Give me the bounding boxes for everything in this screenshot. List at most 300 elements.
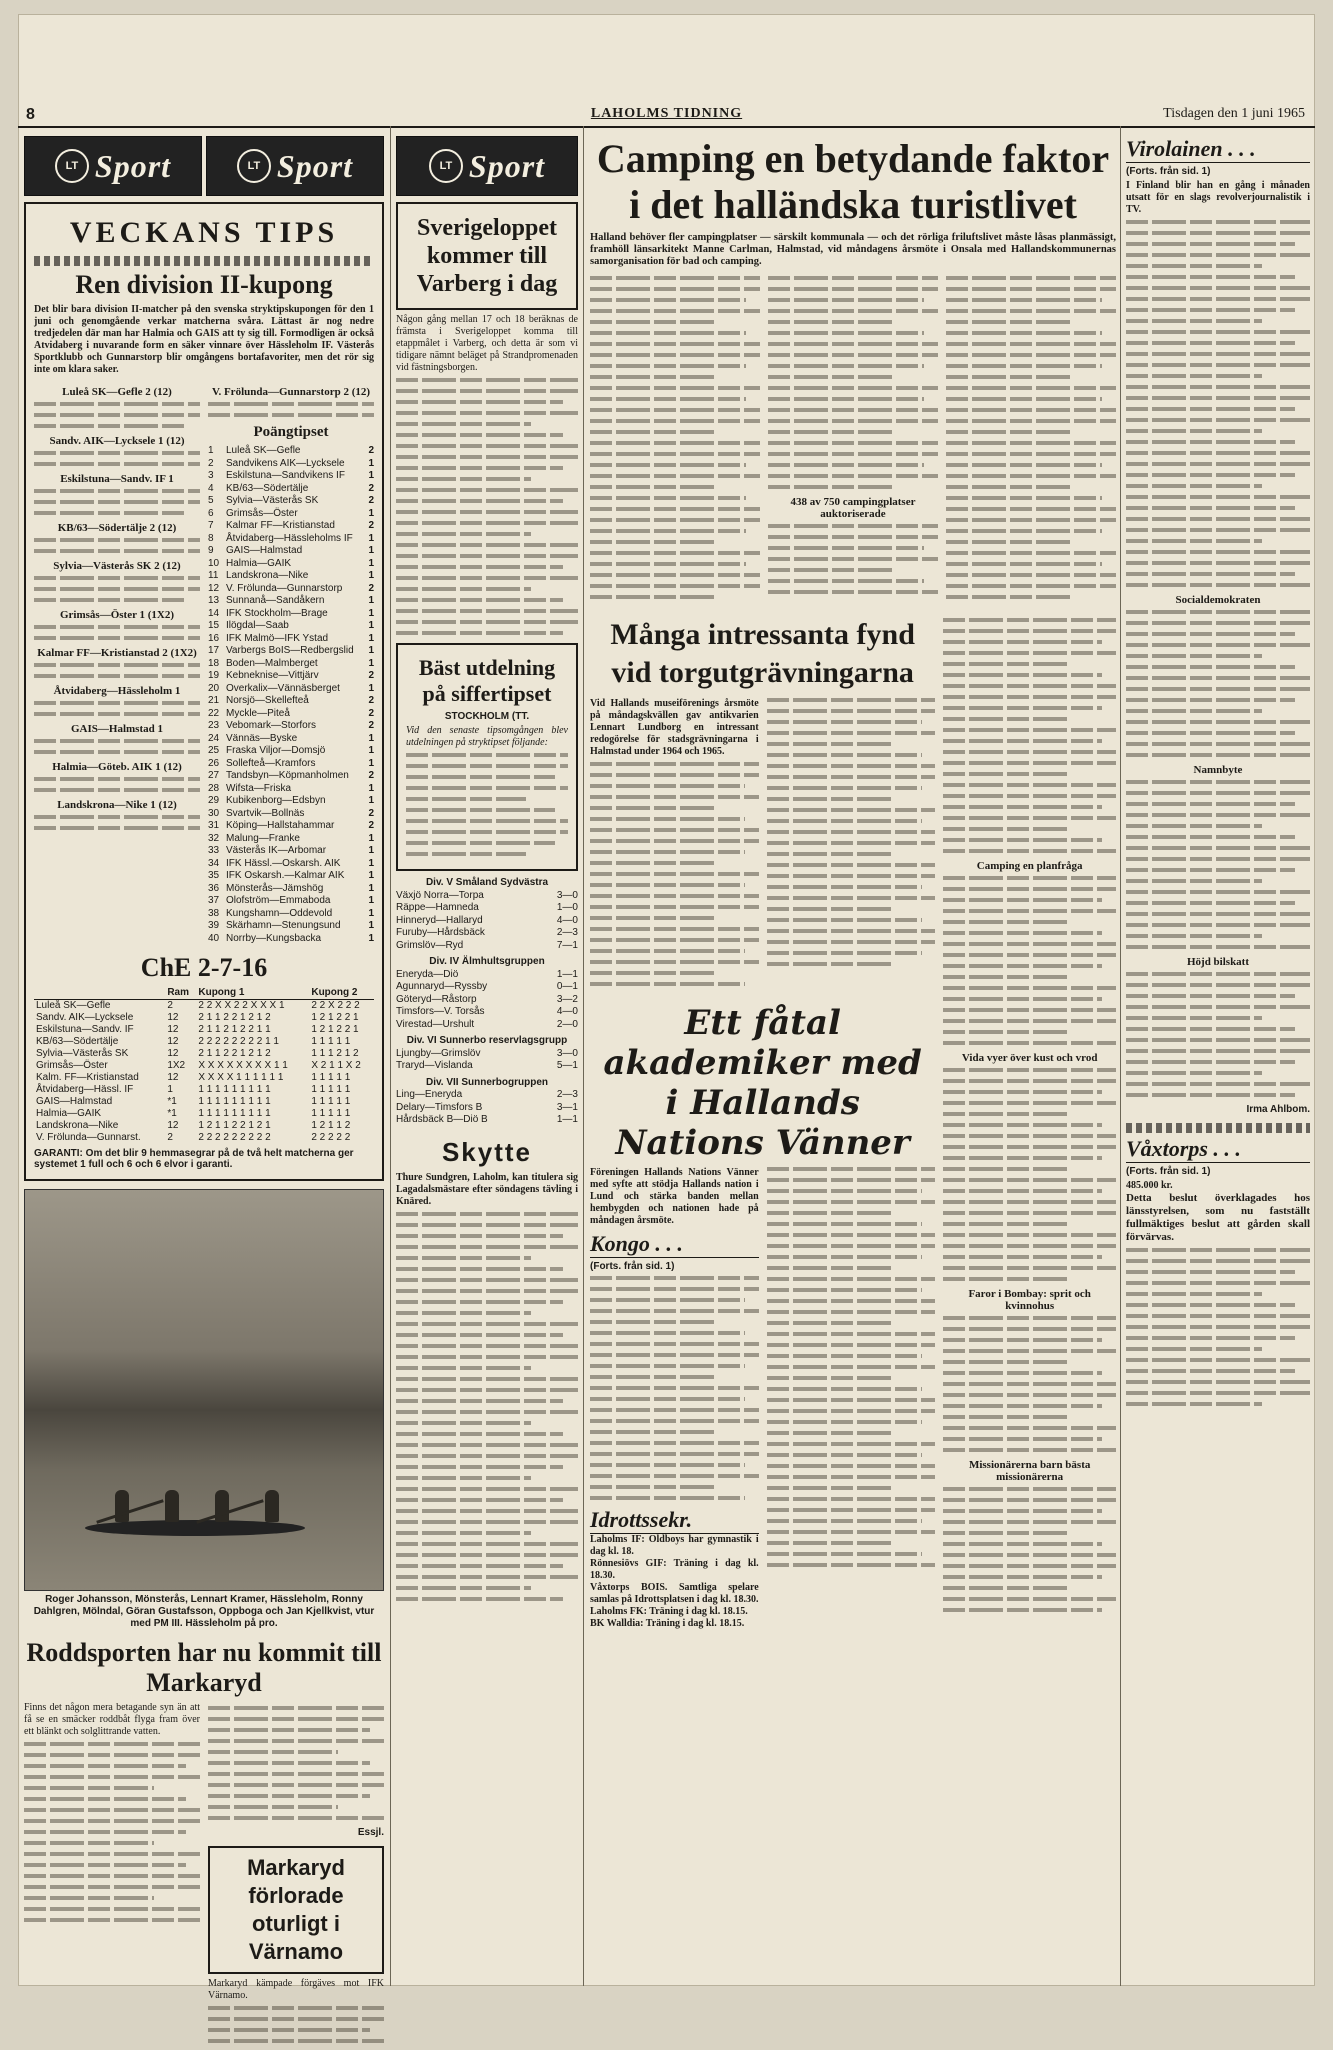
poangtips-row (208, 920, 374, 933)
division-match: Delary—Timsfors B (396, 1101, 483, 1113)
sport-word: Sport (276, 147, 354, 184)
poangtips-result: 2 (368, 770, 374, 781)
division-title: Div. IV Älmhultsgruppen (429, 956, 545, 967)
virolainen-cont: (Forts. från sid. 1) (1126, 166, 1211, 177)
poangtips-match: Åtvidaberg—Hässleholms IF (226, 532, 353, 544)
kongo-cont: (Forts. från sid. 1) (590, 1261, 675, 1272)
poangtips-row (208, 820, 374, 833)
kupong-row (34, 1096, 374, 1108)
poangtips-result: 1 (368, 595, 374, 606)
vaxtorps-lead: 485.000 kr. (1126, 1180, 1173, 1191)
division-row (396, 915, 578, 928)
text-lines (34, 451, 200, 466)
roddsport-col2 (208, 1702, 384, 2050)
poangtips-title: Poängtipset (253, 424, 329, 440)
virolainen-subhead-1: Socialdemokraten (1175, 594, 1261, 606)
text-lines (767, 698, 936, 966)
poangtips-number: 23 (208, 720, 220, 731)
farer-bombay-subhead: Faror i Bombay: sprit och kvinnohus (968, 1288, 1091, 1312)
column-right (1126, 136, 1310, 1976)
poangtips-match: Grimsås—Öster (226, 507, 298, 519)
poangtips-match: Landskrona—Nike (226, 570, 309, 581)
kupong-cell-k1: X X X X 1 1 1 1 1 1 (198, 1072, 284, 1083)
poangtips-row (208, 645, 374, 658)
poangtips-result: 1 (368, 782, 374, 794)
rowing-photo (24, 1189, 384, 1591)
kupong-cell-k2: 1 2 1 2 2 1 (311, 1012, 359, 1023)
kupong-table (34, 987, 374, 1144)
markaryd-lead: Markaryd kämpade förgäves mot IFK Värnamo. (208, 1978, 384, 2001)
poangtips-number: 30 (208, 807, 220, 819)
poangtips-match: Vebomark—Storfors (226, 720, 317, 731)
kupong-cell-k1: 2 1 1 2 2 1 2 1 2 (198, 1012, 271, 1023)
poangtips-row (208, 695, 374, 708)
poangtips-row (208, 658, 374, 671)
boat-shape (85, 1520, 305, 1536)
kupong-cell-match: Landskrona—Nike (36, 1120, 119, 1131)
poangtips-result: 1 (368, 895, 374, 906)
sverigeloppet-headline: Sverigeloppet kommer till Varberg i dag (416, 215, 558, 297)
poangtips-result: 2 (368, 582, 374, 594)
poangtips-result: 2 (368, 820, 374, 831)
camping-col2 (768, 272, 938, 606)
poangtips-match: Kubikenborg—Edsbyn (226, 795, 326, 806)
fynd-headline-1: Många intressanta fynd (610, 618, 915, 651)
poangtips-match: IFK Oskarsh.—Kalmar AIK (226, 870, 345, 881)
poangtips-match: Halmia—GAIK (226, 557, 292, 569)
kupong-row (34, 1024, 374, 1036)
poangtips-match: GAIS—Halmstad (226, 545, 303, 556)
garanti-text: GARANTI: Om det blir 9 hemmasegrar på de två helt matcherna ger systemet 1 full och 6 och 6 elvor i garanti. (34, 1148, 354, 1170)
poangtips-row (208, 558, 374, 571)
poangtips-match: Fraska Viljor—Domsjö (226, 745, 326, 756)
kupong-cell-k2: 2 2 X 2 2 2 (311, 1000, 360, 1011)
poangtips-number: 4 (208, 482, 214, 494)
kupong-cell-k2: 1 1 1 1 1 (311, 1108, 351, 1119)
sport-banner (396, 136, 578, 196)
text-lines (34, 815, 200, 830)
text-lines (34, 739, 200, 754)
poangtips-result: 1 (368, 470, 374, 481)
kupong-cell-k1: 2 1 1 2 2 1 2 1 2 (198, 1048, 271, 1059)
match-note-title: Halmia—Göteb. AIK 1 (12) (52, 761, 182, 773)
poangtips-row (208, 758, 374, 771)
kupong-cell-ram: *1 (167, 1096, 177, 1107)
poangtips-result: 2 (368, 695, 374, 706)
bast-utdelning-box (396, 643, 578, 871)
division-results (396, 877, 578, 1127)
tips-columns (34, 380, 374, 945)
poangtips-match: Vännäs—Byske (226, 732, 298, 744)
poangtips-match: Norrby—Kungsbacka (226, 932, 322, 944)
tips-notes (34, 380, 200, 945)
news-lower-left (590, 614, 935, 1630)
text-lines (943, 1068, 1116, 1281)
poangtips-row (208, 620, 374, 633)
division-score: 3—1 (556, 1101, 578, 1113)
division-row (396, 1114, 578, 1127)
poangtips-match: Sylvia—Västerås SK (226, 495, 319, 506)
poangtips-number: 37 (208, 895, 220, 906)
poangtips-row (208, 708, 374, 721)
page-number: 8 (26, 106, 35, 123)
division-match: Hårdsbäck B—Diö B (396, 1114, 488, 1125)
markaryd-headline: Markaryd förlorade oturligt i Värnamo (208, 1846, 384, 1974)
poangtips-number: 26 (208, 757, 220, 769)
kupong-header-k1: Kupong 1 (196, 987, 309, 1000)
camping-col3 (946, 272, 1116, 606)
poangtips-result: 1 (368, 832, 374, 844)
poangtips-row (208, 458, 374, 471)
poangtips-number: 5 (208, 495, 214, 506)
column-sport-mid (396, 136, 578, 1976)
kupong-header-row (34, 987, 374, 1000)
poangtips-match: Tandsbyn—Köpmanholmen (226, 770, 349, 781)
division-match: Ling—Eneryda (396, 1089, 463, 1100)
text-lines (208, 1706, 384, 1820)
division-row (396, 969, 578, 982)
idrottssekr-item: BK Walldia: Träning i dag kl. 18.15. (590, 1618, 745, 1629)
division-row (396, 994, 578, 1007)
division-title: Div. V Småland Sydvästra (425, 877, 549, 888)
text-lines (1126, 1248, 1310, 1406)
poangtips-number: 36 (208, 882, 220, 894)
poangtips-number: 11 (208, 570, 219, 581)
match-note-title: Kalmar FF—Kristianstad 2 (1X2) (37, 647, 197, 659)
division-match: Ljungby—Grimslöv (396, 1047, 481, 1059)
text-lines (34, 663, 200, 678)
poangtips-row (208, 908, 374, 921)
poangtips-match: Wifsta—Friska (226, 782, 291, 794)
idrottssekr-headline: Idrottssekr. (590, 1507, 759, 1534)
roddsport-byline: Essjl. (357, 1827, 384, 1838)
fynd-col2 (767, 694, 936, 993)
poangtips-number: 24 (208, 732, 220, 744)
poangtips-result: 2 (368, 445, 374, 456)
poangtips-row (208, 508, 374, 521)
division-row (396, 1019, 578, 1032)
poangtips-result: 1 (368, 757, 374, 769)
match-note-title: Luleå SK—Gefle 2 (12) (62, 386, 172, 398)
poangtips-number: 1 (208, 445, 214, 456)
roddsport-lead: Finns det någon mera betagande syn än att få se en smäcker roddbåt flyga fram över ett blänkt och solglittrande vatten. (24, 1702, 200, 1737)
division-row (396, 927, 578, 940)
kupong-row (34, 1084, 374, 1096)
text-lines (1126, 220, 1310, 587)
text-lines (590, 276, 760, 599)
text-lines (1126, 610, 1310, 757)
news-lower (590, 614, 1116, 1630)
kupong-row (34, 1012, 374, 1024)
text-lines (1126, 780, 1310, 949)
tips-lead: Det blir bara division II-matcher på den svenska stryktipskupongen för den 1 juni och genomgående verkar matcherna svåra. Lättast är nog nedre tredjedelen där man har Halmia och GAIS att ty sig till. Formodligen är också Atvidaberg i nuvarande form en säker vinnare över Hässleholm IF. Västerås Sportklubb och Gunnarstorp blir omgångens bortafavoriter, men det rör sig inte om klara saker. (34, 304, 374, 375)
wavy-rule (34, 256, 374, 266)
division-score: 5—1 (556, 1060, 578, 1071)
text-lines (34, 538, 200, 553)
kupong-cell-k1: X X X X X X X X 1 1 (198, 1060, 288, 1071)
lt-logo-icon: LT (55, 149, 89, 183)
kupong-cell-k2: 1 2 1 1 2 (311, 1120, 351, 1131)
kupong-cell-match: V. Frölunda—Gunnarst. (36, 1132, 141, 1143)
poangtips-row (208, 483, 374, 496)
akademiker-columns (590, 1163, 935, 1630)
text-lines (768, 276, 938, 489)
poangtips-match: KB/63—Södertälje (226, 482, 309, 494)
division-score: 2—0 (556, 1018, 578, 1030)
poangtips-number: 3 (208, 470, 214, 481)
poangtips-row (208, 520, 374, 533)
poangtips-row (208, 883, 374, 896)
poangtips-number: 10 (208, 557, 220, 569)
kupong-row (34, 1000, 374, 1013)
division-score: 3—0 (556, 889, 578, 901)
kupong-cell-k1: 2 2 2 2 2 2 2 2 1 1 (198, 1036, 279, 1047)
poangtips-result: 1 (368, 532, 374, 544)
kupong-cell-ram: 2 (167, 1000, 173, 1011)
text-lines (943, 618, 1116, 853)
poangtips-result: 1 (368, 557, 374, 569)
poangtips-result: 1 (368, 632, 374, 644)
virolainen-subhead-2: Namnbyte (1193, 764, 1243, 776)
division-row (396, 981, 578, 994)
skytte-headline: Skytte (441, 1136, 533, 1167)
kupong-cell-match: Grimsås—Öster (36, 1060, 108, 1071)
poangtips-result: 1 (368, 732, 374, 744)
poangtips-row (208, 870, 374, 883)
poangtips-row (208, 670, 374, 683)
kupong-header-match (34, 987, 165, 1000)
division-match: Eneryda—Diö (396, 968, 459, 980)
poangtips-result: 1 (368, 682, 374, 694)
poangtips-row (208, 608, 374, 621)
kongo-col (590, 1163, 759, 1630)
kupong-cell-k1: 2 1 1 2 1 2 2 1 1 (198, 1024, 271, 1035)
poangtips-number: 8 (208, 532, 214, 544)
poangtips-number: 7 (208, 520, 214, 531)
paper-name: LAHOLMS TIDNING (590, 106, 743, 121)
poangtips-match: Sunnanå—Sandåkern (226, 595, 325, 606)
poangtips-match: Boden—Malmberget (226, 657, 318, 669)
division-score: 7—1 (556, 939, 578, 951)
poangtips-match: Köping—Hallstahammar (226, 820, 335, 831)
vaxtorps-headline: Våxtorps . . . (1126, 1136, 1310, 1163)
kupong-cell-match: Sylvia—Västerås SK (36, 1048, 129, 1059)
division-match: Göteryd—Råstorp (396, 993, 477, 1005)
match-note-title: Landskrona—Nike 1 (12) (57, 799, 177, 811)
poangtips-match: Olofström—Emmaboda (226, 895, 331, 906)
division-match: Virestad—Urshult (396, 1018, 475, 1030)
vaxtorps-text: Detta beslut överklagades hos länsstyrelsen, som nu fastställt fullmäktiges beslut att gården skall förvärvas. (1126, 1192, 1310, 1243)
division-score: 4—0 (556, 914, 578, 926)
kongo-headline: Kongo . . . (590, 1231, 759, 1258)
division-match: Furuby—Hårdsbäck (396, 927, 485, 938)
poangtips-row (208, 683, 374, 696)
poangtips-result: 1 (368, 507, 374, 519)
poangtips-match: Myckle—Piteå (226, 707, 290, 719)
camping-col1 (590, 272, 760, 606)
akademiker-lead: Föreningen Hallands Nations Vänner med syfte att stödja Hallands nation i Lund och stärka banden mellan hembygden och nationen hade på måndagen årsmöte. (590, 1167, 759, 1226)
kupong-cell-ram: 12 (167, 1036, 179, 1047)
che-title: ChE 2-7-16 (140, 953, 268, 982)
poangtips-number: 19 (208, 670, 220, 681)
kupong-cell-ram: 12 (167, 1048, 179, 1059)
kupong-cell-match: GAIS—Halmstad (36, 1096, 113, 1107)
division-score: 1—0 (556, 902, 578, 913)
poangtips-row (208, 495, 374, 508)
poangtips-row (208, 570, 374, 583)
kupong-row (34, 1132, 374, 1144)
division-score: 3—2 (556, 993, 578, 1005)
kupong-cell-ram: 1X2 (167, 1060, 186, 1071)
kupong-cell-match: Sandv. AIK—Lycksele (36, 1012, 134, 1023)
poangtips-row (208, 770, 374, 783)
text-lines (590, 1276, 759, 1500)
poangtips-row (208, 845, 374, 858)
text-lines (34, 701, 200, 716)
poangtips-result: 2 (368, 520, 374, 531)
poangtips-result: 1 (368, 745, 374, 756)
poangtips-number: 2 (208, 457, 214, 469)
kupong-cell-match: Åtvidaberg—Hässl. IF (36, 1084, 134, 1095)
match-note-title: Sylvia—Västerås SK 2 (12) (53, 560, 181, 572)
division-match: Växjö Norra—Torpa (396, 889, 484, 901)
text-lines (1126, 972, 1310, 1097)
page-header (18, 14, 1315, 123)
division-match: Hinneryd—Hallaryd (396, 914, 483, 926)
akademiker-headline-1: Ett fåtal akademiker med (603, 1003, 922, 1083)
newspaper-page (18, 14, 1315, 2001)
division-score: 2—3 (556, 1089, 578, 1100)
poangtips-match: Sandvikens AIK—Lycksele (226, 457, 345, 469)
kupong-cell-k1: 2 2 X X 2 2 X X X 1 (198, 1000, 285, 1011)
camping-subhead-438: 438 av 750 campingplatser auktoriserade (790, 496, 916, 520)
poangtips-match: Malung—Franke (226, 832, 300, 844)
sverigeloppet-lead: Någon gång mellan 17 och 18 beräknas de främsta i Sverigeloppet komma till etappmålet i Varberg, och detta är som vi tidigare nämnt beläget på Strandpromenaden vid fästningsborgen. (396, 314, 578, 373)
camping-subhead-planering: Camping en planfråga (976, 860, 1083, 872)
division-row (396, 902, 578, 915)
poangtips-match: Overkalix—Vännäsberget (226, 682, 340, 694)
fynd-col1 (590, 694, 759, 993)
idrottssekr-item: Laholms FK: Träning i dag kl. 18.15. (590, 1606, 748, 1617)
kupong-cell-k1: 2 2 2 2 2 2 2 2 2 (198, 1132, 271, 1143)
camping-subhead-vida: Vida vyer över kust och vrod (961, 1052, 1098, 1064)
text-lines (34, 625, 200, 640)
poangtips-match: Luleå SK—Gefle (226, 445, 301, 456)
poangtips-number: 27 (208, 770, 220, 781)
kupong-cell-k1: 1 1 1 1 1 1 1 1 1 (198, 1108, 271, 1119)
poangtips-column (208, 380, 374, 945)
poangtips-number: 14 (208, 607, 220, 619)
text-lines (406, 753, 568, 856)
poangtips-number: 22 (208, 707, 220, 719)
poangtips-result: 1 (368, 932, 374, 944)
skytte-lead: Thure Sundgren, Laholm, kan titulera sig Lagadalsmästare efter söndagens tävling i Knäred. (396, 1171, 578, 1207)
vaxtorps-cont: (Forts. från sid. 1) (1126, 1166, 1211, 1177)
poangtips-row (208, 595, 374, 608)
poangtips-match: Eskilstuna—Sandvikens IF (226, 470, 345, 481)
kupong-cell-ram: 12 (167, 1012, 179, 1023)
text-lines (24, 1742, 200, 1922)
text-lines (767, 1167, 936, 1567)
kupong-header-ram: Ram (165, 987, 196, 1000)
poangtips-number: 13 (208, 595, 220, 606)
text-lines (946, 276, 1116, 599)
bast-utdelning-dateline: STOCKHOLM (TT. (444, 711, 530, 722)
kupong-cell-k2: 2 2 2 2 2 (311, 1132, 351, 1143)
fynd-headline-2: vid torgutgrävningarna (611, 656, 914, 689)
rower-shape (165, 1490, 179, 1522)
poangtips-match: V. Frölunda—Gunnarstorp (226, 582, 343, 594)
poangtips-match: IFK Stockholm—Brage (226, 607, 328, 619)
kupong-cell-ram: 2 (167, 1132, 173, 1143)
division-score: 4—0 (556, 1006, 578, 1017)
poangtips-number: 39 (208, 920, 220, 931)
fynd-columns (590, 694, 935, 993)
lt-logo-icon: LT (237, 149, 271, 183)
poangtips-number: 20 (208, 682, 220, 694)
kupong-cell-ram: 1 (167, 1084, 173, 1095)
poangtips-number: 32 (208, 832, 220, 844)
text-lines (943, 1487, 1116, 1612)
idrottssekr-item: Våxtorps BOIS. Samtliga spelare samlas på Idrottsplatsen i dag kl. 18.30. (590, 1582, 759, 1605)
poangtips-number: 38 (208, 907, 220, 919)
poangtips-row (208, 470, 374, 483)
akademiker-headline-2: i Hallands Nations Vänner (615, 1083, 910, 1163)
division-score: 1—1 (556, 1114, 578, 1125)
poangtips-number: 40 (208, 932, 220, 944)
poangtips-result: 1 (368, 882, 374, 894)
sport-banner (24, 136, 202, 196)
column-news-main (590, 136, 1116, 1976)
poangtips-number: 12 (208, 582, 220, 594)
poangtips-result: 1 (368, 620, 374, 631)
poangtips-row (208, 533, 374, 546)
poangtips-row (208, 720, 374, 733)
column-divider (1120, 126, 1121, 1986)
poangtips-number: 9 (208, 545, 214, 556)
poangtips-match: Sollefteå—Kramfors (226, 757, 316, 769)
poangtips-number: 31 (208, 820, 220, 831)
kupong-cell-ram: 12 (167, 1072, 179, 1083)
kupong-cell-match: Eskilstuna—Sandv. IF (36, 1024, 134, 1035)
poangtips-result: 1 (368, 570, 374, 581)
poangtips-number: 29 (208, 795, 220, 806)
poangtips-number: 17 (208, 645, 220, 656)
kupong-row (34, 1108, 374, 1120)
rower-shape (265, 1490, 279, 1522)
mission-subhead: Missionärerna barn bästa missionärerna (968, 1459, 1091, 1483)
kupong-cell-k2: 1 1 1 1 1 (311, 1096, 351, 1107)
lt-logo-icon: LT (429, 149, 463, 183)
division-row (396, 890, 578, 903)
division-score: 2—3 (556, 927, 578, 938)
idrottssekr-item: Rönnesiövs GIF: Träning i dag kl. 18.30. (590, 1558, 759, 1581)
poangtips-row (208, 783, 374, 796)
poangtips-match: IFK Malmö—IFK Ystad (226, 632, 329, 644)
poangtips-result: 1 (368, 645, 374, 656)
text-lines (34, 777, 200, 792)
poangtips-match: Kalmar FF—Kristianstad (226, 520, 335, 531)
text-lines (34, 402, 200, 428)
column-divider (583, 126, 584, 1986)
poangtips-number: 25 (208, 745, 220, 756)
poangtips-match: Västerås IK—Arbomar (226, 845, 327, 856)
poangtips-match: Ilögdal—Saab (226, 620, 289, 631)
sport-word: Sport (468, 147, 546, 184)
match-note-title: Eskilstuna—Sandv. IF 1 (60, 473, 174, 485)
poangtips-row (208, 733, 374, 746)
kupong-cell-ram: 12 (167, 1120, 179, 1131)
